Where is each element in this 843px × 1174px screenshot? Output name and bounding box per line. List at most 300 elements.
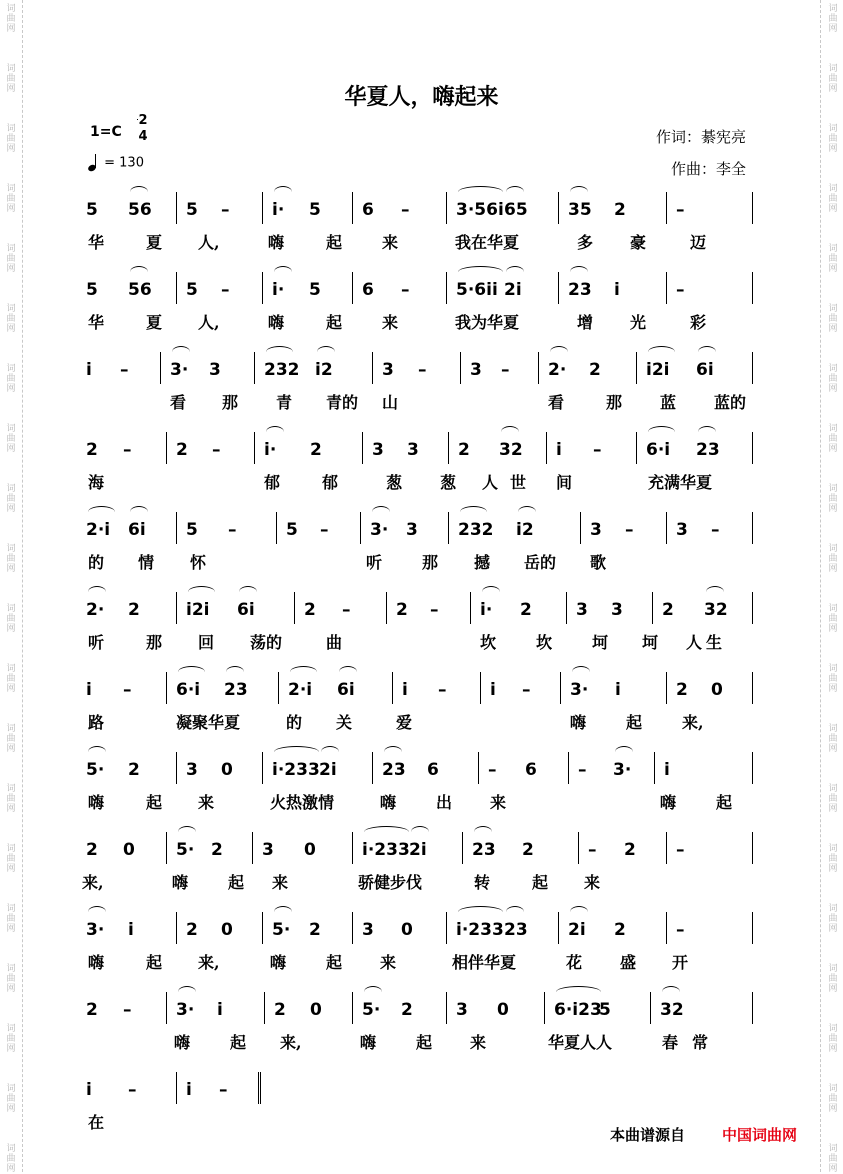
note-token: 6i bbox=[337, 680, 355, 700]
lyric-word: 关 bbox=[336, 713, 353, 732]
slur-mark bbox=[321, 746, 339, 758]
note-token: 2 bbox=[614, 200, 626, 220]
lyric-word: 坎 bbox=[536, 633, 553, 652]
lyric-word: 来, bbox=[198, 953, 220, 972]
note-token: 23 bbox=[568, 280, 592, 300]
lyric-word: 豪 bbox=[630, 233, 647, 252]
note-token: i· bbox=[272, 280, 285, 300]
lyric-word: 蓝 bbox=[660, 393, 677, 412]
score-line bbox=[0, 666, 843, 736]
watermark-text: 词 曲 网 bbox=[828, 304, 838, 334]
barline bbox=[262, 752, 263, 784]
note-token: 5 bbox=[186, 520, 198, 540]
note-token: i2 bbox=[315, 360, 333, 380]
note-token: 23 bbox=[696, 440, 720, 460]
watermark-text: 词 曲 网 bbox=[828, 1024, 838, 1054]
score-line bbox=[0, 586, 843, 656]
time-signature-divider bbox=[137, 119, 138, 120]
note-token: 6 bbox=[362, 280, 374, 300]
note-token: 2 bbox=[274, 1000, 286, 1020]
barline bbox=[752, 432, 753, 464]
score-line bbox=[0, 506, 843, 576]
watermark-text: 词 曲 网 bbox=[828, 904, 838, 934]
barline bbox=[566, 592, 567, 624]
watermark-text: 词 曲 网 bbox=[6, 364, 16, 394]
slur-mark bbox=[506, 266, 524, 278]
note-token: 3· bbox=[86, 920, 105, 940]
lyric-word: 盛 bbox=[620, 953, 637, 972]
watermark-text: 词 曲 网 bbox=[828, 184, 838, 214]
note-token: i·233 bbox=[272, 760, 320, 780]
note-token: 2 bbox=[310, 440, 322, 460]
note-token: 5 bbox=[186, 200, 198, 220]
score-line bbox=[0, 426, 843, 496]
note-token: 23 bbox=[504, 920, 528, 940]
barline bbox=[752, 272, 753, 304]
lyric-word: 充满华夏 bbox=[648, 473, 713, 492]
note-token: i bbox=[615, 680, 621, 700]
note-token: 3 bbox=[676, 520, 688, 540]
quarter-note-icon bbox=[88, 155, 100, 171]
barline bbox=[176, 272, 177, 304]
slur-mark bbox=[172, 346, 190, 358]
lyric-word: 来 bbox=[272, 873, 289, 892]
barline bbox=[352, 192, 353, 224]
watermark-text: 词 曲 网 bbox=[6, 304, 16, 334]
note-token: – bbox=[676, 280, 685, 300]
lyric-word: 起 bbox=[326, 953, 343, 972]
lyric-word: 彩 bbox=[690, 313, 707, 332]
barline bbox=[580, 512, 581, 544]
note-row bbox=[0, 986, 843, 1026]
barline bbox=[752, 352, 753, 384]
barline bbox=[752, 752, 753, 784]
slur-mark bbox=[130, 506, 148, 518]
slur-mark bbox=[458, 186, 503, 198]
score-line bbox=[0, 746, 843, 816]
score-line bbox=[0, 1066, 843, 1136]
lyric-word: 坷 bbox=[592, 633, 609, 652]
note-token: 23 bbox=[382, 760, 406, 780]
note-token: 32 bbox=[660, 1000, 684, 1020]
tempo-marking bbox=[88, 155, 144, 171]
note-token: 3 bbox=[186, 760, 198, 780]
watermark-text: 词 曲 网 bbox=[828, 844, 838, 874]
lyric-word: 来, bbox=[280, 1033, 302, 1052]
note-token: i·233 bbox=[362, 840, 410, 860]
note-token: i bbox=[614, 280, 620, 300]
barline bbox=[470, 592, 471, 624]
note-token: 2·i bbox=[86, 520, 111, 540]
lyric-word: 岳的 bbox=[524, 553, 557, 572]
barline bbox=[352, 992, 353, 1024]
slur-mark bbox=[130, 186, 148, 198]
barline bbox=[654, 752, 655, 784]
note-token: 0 bbox=[497, 1000, 509, 1020]
watermark-text: 词 曲 网 bbox=[6, 604, 16, 634]
lyric-word: 骄健步伐 bbox=[358, 873, 423, 892]
slur-mark bbox=[364, 826, 409, 838]
note-token: 5 bbox=[309, 200, 321, 220]
note-token: i bbox=[186, 1080, 192, 1100]
barline bbox=[578, 832, 579, 864]
note-row bbox=[0, 346, 843, 386]
note-token: – bbox=[212, 440, 221, 460]
lyric-word: 来 bbox=[198, 793, 215, 812]
source-label: 本曲谱源自 bbox=[610, 1126, 686, 1144]
slur-mark bbox=[458, 266, 503, 278]
barline bbox=[252, 832, 253, 864]
lyric-word: 人 bbox=[686, 633, 703, 652]
lyric-word: 在 bbox=[88, 1113, 105, 1132]
barline bbox=[478, 752, 479, 784]
lyric-word: 光 bbox=[630, 313, 647, 332]
barline bbox=[558, 912, 559, 944]
lyric-word: 春 bbox=[662, 1033, 679, 1052]
lyric-word: 那 bbox=[606, 393, 623, 412]
note-token: i· bbox=[264, 440, 277, 460]
note-token: 2 bbox=[86, 440, 98, 460]
barline bbox=[166, 432, 167, 464]
slur-mark bbox=[706, 586, 724, 598]
note-token: 6 bbox=[525, 760, 537, 780]
note-token: i bbox=[556, 440, 562, 460]
barline bbox=[362, 432, 363, 464]
note-token: 2 bbox=[211, 840, 223, 860]
note-token: 3 bbox=[470, 360, 482, 380]
note-token: 56 bbox=[128, 200, 152, 220]
slur-mark bbox=[226, 666, 244, 678]
lyric-word: 的 bbox=[88, 553, 105, 572]
barline bbox=[262, 192, 263, 224]
lyric-word: 坎 bbox=[480, 633, 497, 652]
lyric-word: 葱 bbox=[440, 473, 457, 492]
note-token: 3 bbox=[456, 1000, 468, 1020]
slur-mark bbox=[698, 426, 716, 438]
watermark-text: 词 曲 网 bbox=[828, 784, 838, 814]
lyric-row bbox=[0, 230, 843, 256]
time-signature-numerator: 2 bbox=[138, 113, 148, 128]
note-token: 6·i bbox=[176, 680, 201, 700]
note-token: 3· bbox=[370, 520, 389, 540]
note-token: – bbox=[578, 760, 587, 780]
lyric-word: 出 bbox=[436, 793, 453, 812]
watermark-text: 词 曲 网 bbox=[828, 544, 838, 574]
note-token: 32 bbox=[499, 440, 523, 460]
slur-mark bbox=[501, 426, 519, 438]
lyric-word: 起 bbox=[716, 793, 733, 812]
slur-mark bbox=[556, 986, 601, 998]
lyric-word: 华 bbox=[88, 313, 105, 332]
lyric-word: 郁 bbox=[264, 473, 281, 492]
note-token: i bbox=[490, 680, 496, 700]
note-token: i bbox=[86, 680, 92, 700]
barline bbox=[558, 192, 559, 224]
note-token: – bbox=[123, 440, 132, 460]
lyric-word: 来 bbox=[470, 1033, 487, 1052]
note-token: 2i bbox=[409, 840, 427, 860]
note-token: 3· bbox=[613, 760, 632, 780]
note-token: 2i bbox=[568, 920, 586, 940]
note-token: 2 bbox=[304, 600, 316, 620]
lyric-word: 那 bbox=[146, 633, 163, 652]
watermark-text: 词 曲 网 bbox=[6, 1024, 16, 1054]
lyric-word: 间 bbox=[556, 473, 573, 492]
note-token: 0 bbox=[221, 760, 233, 780]
barline bbox=[166, 672, 167, 704]
note-token: 2 bbox=[614, 920, 626, 940]
note-token: – bbox=[438, 680, 447, 700]
note-token: 2 bbox=[624, 840, 636, 860]
lyric-word: 那 bbox=[422, 553, 439, 572]
note-token: 2 bbox=[589, 360, 601, 380]
note-token: – bbox=[219, 1080, 228, 1100]
note-token: 32 bbox=[704, 600, 728, 620]
barline bbox=[752, 672, 753, 704]
watermark-text: 词 曲 网 bbox=[6, 724, 16, 754]
watermark-text: 词 曲 网 bbox=[6, 784, 16, 814]
lyric-word: 夏 bbox=[146, 233, 163, 252]
note-token: 3· bbox=[176, 1000, 195, 1020]
lyric-word: 迈 bbox=[690, 233, 707, 252]
lyric-word: 我在华夏 bbox=[455, 233, 520, 252]
barline bbox=[176, 192, 177, 224]
barline bbox=[446, 912, 447, 944]
lyric-word: 相伴华夏 bbox=[452, 953, 517, 972]
note-token: 2 bbox=[128, 760, 140, 780]
note-row bbox=[0, 266, 843, 306]
note-token: 5· bbox=[362, 1000, 381, 1020]
note-token: i bbox=[128, 920, 134, 940]
barline bbox=[652, 592, 653, 624]
note-token: 2 bbox=[522, 840, 534, 860]
lyric-word: 来 bbox=[380, 953, 397, 972]
note-token: 2 bbox=[176, 440, 188, 460]
watermark-text: 词 曲 网 bbox=[828, 724, 838, 754]
note-token: i2 bbox=[516, 520, 534, 540]
barline bbox=[666, 912, 667, 944]
note-token: – bbox=[676, 200, 685, 220]
score-line bbox=[0, 346, 843, 416]
barline bbox=[752, 512, 753, 544]
lyric-word: 起 bbox=[146, 953, 163, 972]
slur-mark bbox=[458, 906, 503, 918]
lyric-word: 来, bbox=[682, 713, 704, 732]
note-token: 6 bbox=[362, 200, 374, 220]
slur-mark bbox=[570, 186, 588, 198]
lyric-row bbox=[0, 1030, 843, 1056]
lyric-word: 开 bbox=[672, 953, 689, 972]
note-token: i bbox=[217, 1000, 223, 1020]
note-token: – bbox=[228, 520, 237, 540]
note-token: i bbox=[86, 360, 92, 380]
watermark-text: 词 曲 网 bbox=[6, 1084, 16, 1114]
barline bbox=[666, 272, 667, 304]
lyric-word: 嗨 bbox=[570, 713, 587, 732]
watermark-text: 词 曲 网 bbox=[6, 1144, 16, 1174]
source-site-link[interactable]: 中国词曲网 bbox=[722, 1126, 798, 1144]
note-token: 0 bbox=[304, 840, 316, 860]
barline bbox=[352, 272, 353, 304]
note-token: – bbox=[711, 520, 720, 540]
note-token: 0 bbox=[221, 920, 233, 940]
lyric-row bbox=[0, 710, 843, 736]
note-row bbox=[0, 906, 843, 946]
barline bbox=[544, 992, 545, 1024]
note-row bbox=[0, 506, 843, 546]
note-token: 2i bbox=[504, 280, 522, 300]
note-token: 6 bbox=[427, 760, 439, 780]
barline bbox=[254, 432, 255, 464]
lyric-word: 听 bbox=[366, 553, 383, 572]
note-token: 2 bbox=[662, 600, 674, 620]
note-token: – bbox=[625, 520, 634, 540]
lyric-word: 回 bbox=[198, 633, 215, 652]
note-token: – bbox=[501, 360, 510, 380]
watermark-text: 词 曲 网 bbox=[828, 124, 838, 154]
barline bbox=[446, 272, 447, 304]
lyric-word: 增 bbox=[577, 313, 594, 332]
lyric-word: 多 bbox=[577, 233, 594, 252]
lyric-word: 爱 bbox=[396, 713, 413, 732]
slur-mark bbox=[482, 586, 500, 598]
note-row bbox=[0, 426, 843, 466]
note-token: – bbox=[320, 520, 329, 540]
song-title: 华夏人，嗨起来 bbox=[344, 84, 499, 110]
lyric-word: 起 bbox=[146, 793, 163, 812]
note-token: 2 bbox=[401, 1000, 413, 1020]
watermark-text: 词 曲 网 bbox=[6, 424, 16, 454]
barline bbox=[176, 752, 177, 784]
lyric-word: 来 bbox=[382, 233, 399, 252]
note-token: 232 bbox=[458, 520, 494, 540]
note-token: 2 bbox=[396, 600, 408, 620]
note-token: 0 bbox=[401, 920, 413, 940]
lyric-row bbox=[0, 470, 843, 496]
slur-mark bbox=[518, 506, 536, 518]
lyric-row bbox=[0, 390, 843, 416]
barline bbox=[262, 912, 263, 944]
slur-mark bbox=[274, 746, 319, 758]
lyric-row bbox=[0, 790, 843, 816]
slur-mark bbox=[266, 426, 284, 438]
note-token: 6·i bbox=[646, 440, 671, 460]
lyric-row bbox=[0, 1110, 843, 1136]
note-token: 2 bbox=[186, 920, 198, 940]
slur-mark bbox=[372, 506, 390, 518]
score-line bbox=[0, 266, 843, 336]
note-token: i· bbox=[480, 600, 493, 620]
watermark-text: 词 曲 网 bbox=[828, 4, 838, 34]
barline bbox=[752, 592, 753, 624]
lyric-word: 撼 bbox=[474, 553, 491, 572]
watermark-text: 词 曲 网 bbox=[828, 1144, 838, 1174]
watermark-text: 词 曲 网 bbox=[828, 244, 838, 274]
barline bbox=[666, 512, 667, 544]
note-token: 5 bbox=[309, 280, 321, 300]
barline bbox=[546, 432, 547, 464]
note-token: 23 bbox=[472, 840, 496, 860]
lyric-word: 起 bbox=[416, 1033, 433, 1052]
lyric-word: 海 bbox=[88, 473, 105, 492]
note-token: 3 bbox=[372, 440, 384, 460]
lyric-word: 那 bbox=[222, 393, 239, 412]
lyric-word: 我为华夏 bbox=[455, 313, 520, 332]
note-row bbox=[0, 1066, 843, 1106]
lyric-word: 嗨 bbox=[270, 953, 287, 972]
note-token: 2·i bbox=[288, 680, 313, 700]
barline bbox=[752, 832, 753, 864]
note-token: 3 bbox=[407, 440, 419, 460]
watermark-text: 词 曲 网 bbox=[828, 664, 838, 694]
watermark-text: 词 曲 网 bbox=[6, 184, 16, 214]
barline bbox=[448, 512, 449, 544]
slur-mark bbox=[615, 746, 633, 758]
note-token: 0 bbox=[310, 1000, 322, 1020]
barline bbox=[462, 832, 463, 864]
slur-mark bbox=[474, 826, 492, 838]
barline bbox=[752, 992, 753, 1024]
note-token: – bbox=[676, 920, 685, 940]
lyric-word: 起 bbox=[626, 713, 643, 732]
note-token: – bbox=[342, 600, 351, 620]
slur-mark bbox=[274, 906, 292, 918]
note-token: i·233 bbox=[456, 920, 504, 940]
note-row bbox=[0, 826, 843, 866]
note-token: – bbox=[430, 600, 439, 620]
lyric-word: 郁 bbox=[322, 473, 339, 492]
watermark-text: 词 曲 网 bbox=[828, 64, 838, 94]
note-token: – bbox=[522, 680, 531, 700]
lyric-word: 嗨 bbox=[88, 793, 105, 812]
barline bbox=[752, 912, 753, 944]
slur-mark bbox=[274, 186, 292, 198]
time-signature bbox=[136, 113, 150, 145]
lyric-word: 歌 bbox=[590, 553, 607, 572]
note-token: 6i bbox=[237, 600, 255, 620]
note-token: – bbox=[128, 1080, 137, 1100]
lyric-word: 起 bbox=[326, 233, 343, 252]
lyric-word: 来 bbox=[584, 873, 601, 892]
barline bbox=[254, 352, 255, 384]
barline bbox=[264, 992, 265, 1024]
note-row bbox=[0, 586, 843, 626]
final-barline bbox=[258, 1072, 261, 1104]
slur-mark bbox=[648, 426, 675, 438]
note-token: – bbox=[221, 280, 230, 300]
note-token: 2· bbox=[86, 600, 105, 620]
watermark-text: 词 曲 网 bbox=[828, 484, 838, 514]
lyric-word: 来 bbox=[490, 793, 507, 812]
note-token: 2 bbox=[309, 920, 321, 940]
barline bbox=[568, 752, 569, 784]
lyric-row bbox=[0, 310, 843, 336]
note-token: 2 bbox=[86, 1000, 98, 1020]
note-token: 3 bbox=[576, 600, 588, 620]
note-token: – bbox=[488, 760, 497, 780]
barline bbox=[636, 432, 637, 464]
lyric-row bbox=[0, 630, 843, 656]
lyric-word: 青的 bbox=[326, 393, 359, 412]
lyric-word: 起 bbox=[326, 313, 343, 332]
note-token: 0 bbox=[123, 840, 135, 860]
note-token: 5 bbox=[286, 520, 298, 540]
barline bbox=[386, 592, 387, 624]
lyric-word: 起 bbox=[230, 1033, 247, 1052]
note-token: – bbox=[593, 440, 602, 460]
lyric-word: 人, bbox=[198, 313, 220, 332]
score-line bbox=[0, 186, 843, 256]
